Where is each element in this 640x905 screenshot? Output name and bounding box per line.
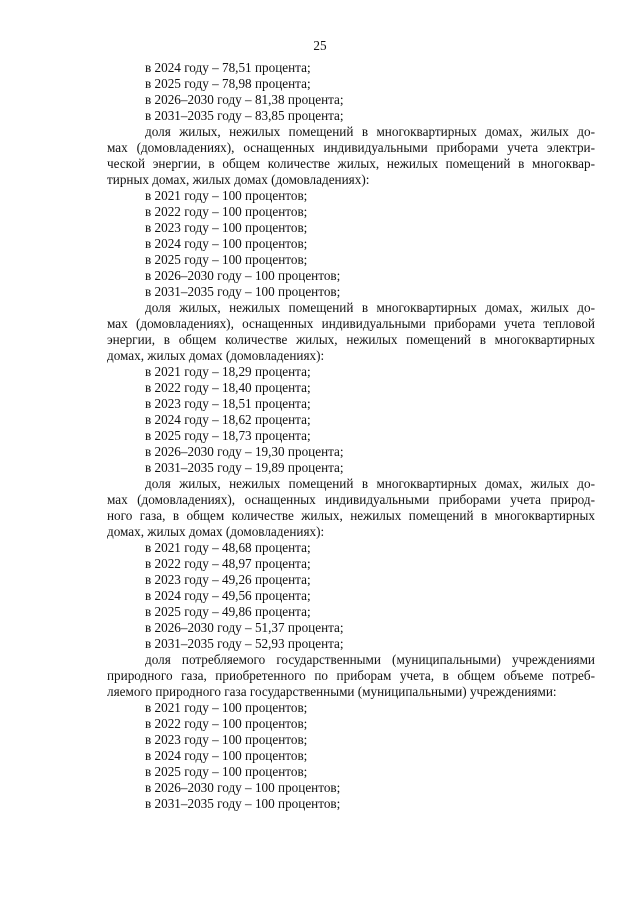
paragraph-line: тирных домах, жилых домах (домовладениях): xyxy=(107,172,370,187)
list-item: в 2024 году – 18,62 процента; xyxy=(145,412,311,427)
paragraph-line: мах (домовладениях), оснащенных индивидуальными приборами учета тепловой xyxy=(107,316,595,331)
list-item: в 2022 году – 18,40 процента; xyxy=(145,380,311,395)
list-item: в 2024 году – 100 процентов; xyxy=(145,748,308,763)
list-item: в 2022 году – 100 процентов; xyxy=(145,204,308,219)
paragraph-line: мах (домовладениях), оснащенных индивидуальными приборами учета электри- xyxy=(107,140,595,155)
list-item: в 2021 году – 18,29 процента; xyxy=(145,364,311,379)
paragraph-line: ного газа, в общем количестве жилых, нежилых помещений в многоквартирных xyxy=(107,508,595,523)
list-item: в 2026–2030 году – 100 процентов; xyxy=(145,268,341,283)
page-number: 25 xyxy=(313,38,327,53)
document-body xyxy=(107,60,595,812)
list-item: в 2022 году – 100 процентов; xyxy=(145,716,308,731)
list-item: в 2023 году – 100 процентов; xyxy=(145,732,308,747)
list-item: в 2021 году – 100 процентов; xyxy=(145,188,308,203)
list-item: в 2025 году – 49,86 процента; xyxy=(145,604,311,619)
list-item: в 2026–2030 году – 51,37 процента; xyxy=(145,620,344,635)
list-item: в 2022 году – 48,97 процента; xyxy=(145,556,311,571)
paragraph-line: ческой энергии, в общем количестве жилых, нежилых помещений в многоквар- xyxy=(107,156,595,171)
paragraph-line: доля жилых, нежилых помещений в многоквартирных домах, жилых до- xyxy=(145,476,595,491)
list-item: в 2021 году – 100 процентов; xyxy=(145,700,308,715)
paragraph-line: ляемого природного газа государственными (муниципальными) учреждениями: xyxy=(107,684,557,699)
list-item: в 2031–2035 году – 100 процентов; xyxy=(145,796,341,811)
list-item: в 2023 году – 100 процентов; xyxy=(145,220,308,235)
paragraph-line: домах, жилых домах (домовладениях): xyxy=(107,348,325,363)
paragraph-line: природного газа, приобретенного по приборам учета, в общем объеме потреб- xyxy=(107,668,595,683)
list-item: в 2026–2030 году – 81,38 процента; xyxy=(145,92,344,107)
list-item: в 2024 году – 100 процентов; xyxy=(145,236,308,251)
list-item: в 2024 году – 49,56 процента; xyxy=(145,588,311,603)
list-item: в 2031–2035 году – 100 процентов; xyxy=(145,284,341,299)
list-item: в 2025 году – 78,98 процента; xyxy=(145,76,311,91)
paragraph-line: доля потребляемого государственными (муниципальными) учреждениями xyxy=(145,652,595,667)
paragraph-line: доля жилых, нежилых помещений в многоквартирных домах, жилых до- xyxy=(145,300,595,315)
paragraph-line: доля жилых, нежилых помещений в многоквартирных домах, жилых до- xyxy=(145,124,595,139)
list-item: в 2031–2035 году – 19,89 процента; xyxy=(145,460,344,475)
list-item: в 2026–2030 году – 19,30 процента; xyxy=(145,444,344,459)
paragraph-line: мах (домовладениях), оснащенных индивидуальными приборами учета природ- xyxy=(107,492,595,507)
list-item: в 2023 году – 18,51 процента; xyxy=(145,396,311,411)
list-item: в 2025 году – 18,73 процента; xyxy=(145,428,311,443)
list-item: в 2025 году – 100 процентов; xyxy=(145,764,308,779)
list-item: в 2025 году – 100 процентов; xyxy=(145,252,308,267)
paragraph-line: домах, жилых домах (домовладениях): xyxy=(107,524,325,539)
list-item: в 2024 году – 78,51 процента; xyxy=(145,60,311,75)
list-item: в 2031–2035 году – 52,93 процента; xyxy=(145,636,344,651)
list-item: в 2021 году – 48,68 процента; xyxy=(145,540,311,555)
paragraph-line: энергии, в общем количестве жилых, нежилых помещений в многоквартирных xyxy=(107,332,595,347)
list-item: в 2026–2030 году – 100 процентов; xyxy=(145,780,341,795)
list-item: в 2031–2035 году – 83,85 процента; xyxy=(145,108,344,123)
list-item: в 2023 году – 49,26 процента; xyxy=(145,572,311,587)
